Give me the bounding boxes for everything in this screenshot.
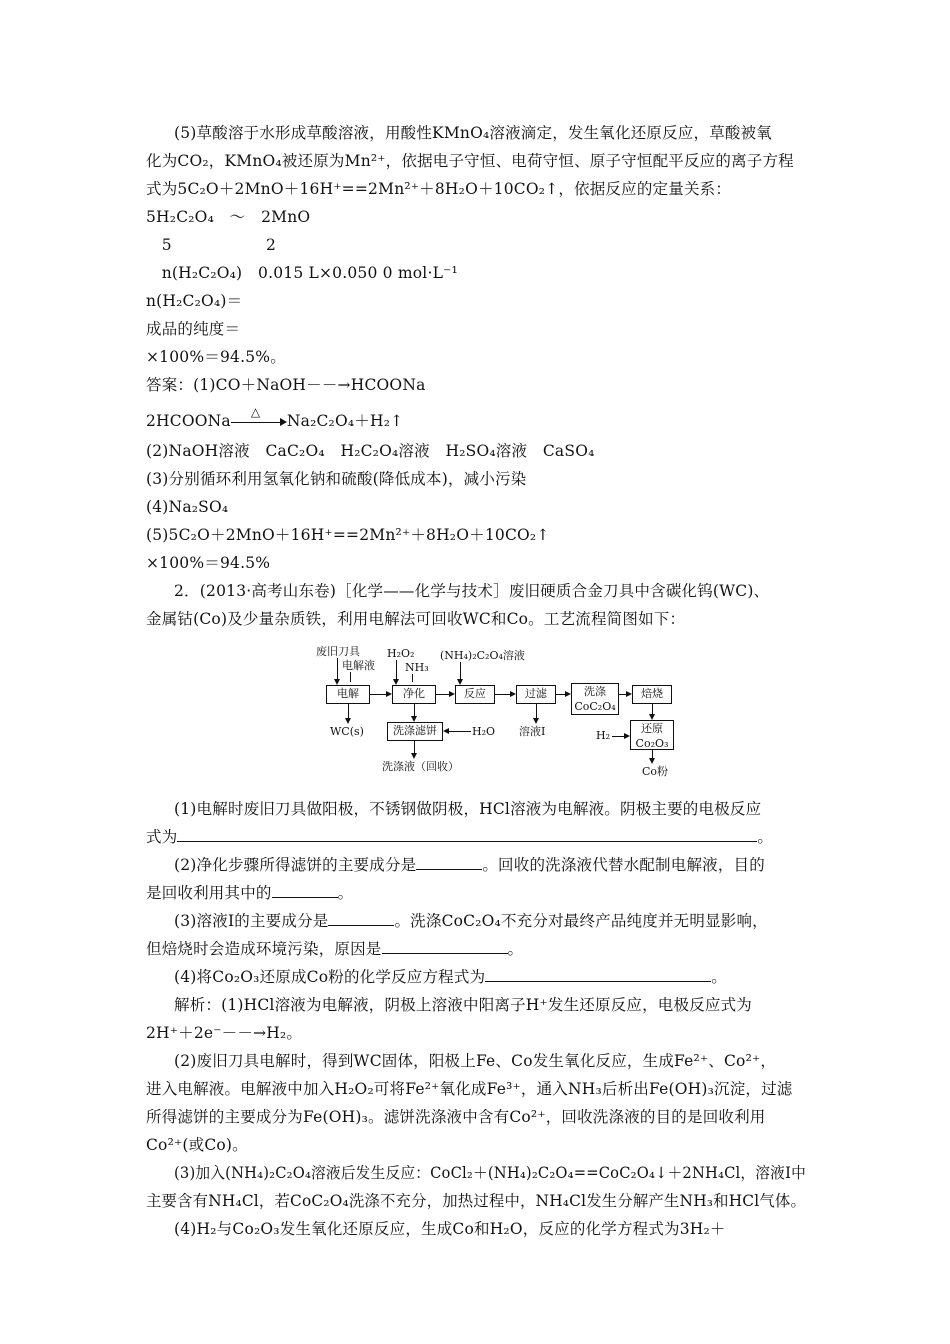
step-reaction: 反应 <box>455 685 495 704</box>
question-text: 。 <box>757 828 774 846</box>
output-label: 洗涤液（回收） <box>382 760 459 773</box>
arrowhead <box>345 718 351 724</box>
analysis-line: 2H⁺＋2e⁻－－→H₂。 <box>146 1024 303 1042</box>
step-label: 洗涤 <box>584 685 606 698</box>
answer-blank <box>272 883 338 898</box>
question-text: 。 <box>711 968 727 986</box>
arrowhead <box>533 718 539 724</box>
step-label: Co₂O₃ <box>635 737 669 750</box>
analysis-line: Co²⁺(或Co)。 <box>146 1136 248 1154</box>
input-label: (NH₄)₂C₂O₄溶液 <box>440 649 525 662</box>
arrowhead <box>649 758 655 764</box>
flow-line <box>350 672 351 682</box>
arrowhead <box>443 728 449 734</box>
question-text: (4)将Co₂O₃还原成Co粉的化学反应方程式为 <box>174 968 486 986</box>
text-line: 式为5C₂O＋2MnO＋16H⁺==2Mn²⁺＋8H₂O＋10CO₂↑，依据反应的定量关系： <box>146 180 732 198</box>
answer-line: (2)NaOH溶液 CaC₂O₄ H₂C₂O₄溶液 H₂SO₄溶液 CaSO₄ <box>146 442 595 460</box>
step-roast: 焙烧 <box>632 685 672 704</box>
question-text: 。回收的洗涤液代替水配制电解液，目的 <box>482 856 765 874</box>
analysis-line: 主要含有NH₄Cl，若CoC₂O₄洗涤不充分，加热过程中，NH₄Cl发生分解产生NH₃和HCl气体。 <box>146 1192 807 1210</box>
question-text: 。 <box>337 884 354 902</box>
step-reduce <box>630 720 674 750</box>
text-line: 5H₂C₂O₄ ～ 2MnO <box>146 208 311 226</box>
text-line: 5 2 <box>146 236 277 254</box>
text-line: n(H₂C₂O₄)＝ <box>146 292 243 310</box>
analysis-line: 进入电解液。电解液中加入H₂O₂可将Fe²⁺氧化成Fe³⁺，通入NH₃后析出Fe(OH)₃沉淀，过滤 <box>146 1080 793 1098</box>
input-label: H₂O₂ <box>387 647 415 660</box>
question-text: 式为 <box>146 828 178 846</box>
analysis-line: 所得滤饼的主要成分为Fe(OH)₃。滤饼洗涤液中含有Co²⁺，回收洗涤液的目的是回收利用 <box>146 1108 766 1126</box>
question-text: 。洗涤CoC₂O₄不充分对最终产品纯度并无明显影响， <box>394 912 768 930</box>
output-label: WC(s) <box>330 725 364 738</box>
input-label: 电解液 <box>342 659 375 672</box>
input-label: H₂ <box>596 729 611 742</box>
answer-blank <box>382 939 508 954</box>
output-label: Co粉 <box>642 765 669 778</box>
answer-line: (5)5C₂O＋2MnO＋16H⁺==2Mn²⁺＋8H₂O＋10CO₂↑ <box>146 526 550 544</box>
product: Na₂C₂O₄＋H₂↑ <box>286 412 404 430</box>
question-line <box>174 910 768 932</box>
step-wash <box>571 683 619 715</box>
question-text: (3)溶液Ⅰ的主要成分是 <box>174 912 329 930</box>
flow-line <box>449 731 471 732</box>
answer-blank <box>416 855 482 870</box>
answer-blank <box>177 827 757 842</box>
question-line <box>174 854 765 876</box>
analysis-line: (4)H₂与Co₂O₃发生氧化还原反应，生成Co和H₂O，反应的化学方程式为3H₂＋ <box>174 1220 726 1238</box>
question-text: 是回收利用其中的 <box>146 884 272 902</box>
flow-line <box>612 736 624 737</box>
step-electrolysis: 电解 <box>326 685 370 704</box>
analysis-line: 解析：(1)HCl溶液为电解液，阴极上溶液中阳离子H⁺发生还原反应，电极反应式为 <box>174 996 752 1014</box>
text-line: 化为CO₂，KMnO₄被还原为Mn²⁺，依据电子守恒、电荷守恒、原子守恒配平反应的离子方程 <box>146 152 794 170</box>
flow-line <box>412 674 413 682</box>
answer-line: ×100%＝94.5% <box>146 554 271 572</box>
question-text: 。 <box>507 940 524 958</box>
question-line: 金属钴(Co)及少量杂质铁，利用电解法可回收WC和Co。工艺流程简图如下： <box>146 610 686 628</box>
question-line <box>146 882 353 904</box>
answer-line: (3)分别循环利用氢氧化钠和硫酸(降低成本)，减小污染 <box>146 470 527 488</box>
process-flow-diagram <box>300 645 720 780</box>
heat-symbol: △ <box>250 405 261 419</box>
arrowhead <box>411 753 417 759</box>
text-line: 成品的纯度＝ <box>146 320 241 338</box>
step-label: 还原 <box>641 722 663 735</box>
step-label: CoC₂O₄ <box>574 700 616 713</box>
reactant: 2HCOONa <box>146 412 231 430</box>
step-filter: 过滤 <box>516 685 556 704</box>
output-label: H₂O <box>472 725 496 738</box>
answer-blank <box>485 967 711 982</box>
text-line: n(H₂C₂O₄) 0.015 L×0.050 0 mol·L⁻¹ <box>146 264 458 282</box>
question-line <box>146 826 773 848</box>
heat-arrow <box>231 405 287 429</box>
question-text: 但焙烧时会造成环境污染，原因是 <box>146 940 382 958</box>
question-text: (2)净化步骤所得滤饼的主要成分是 <box>174 856 417 874</box>
answer-blank <box>328 911 394 926</box>
question-line: (1)电解时废旧刀具做阳极，不锈钢做阴极，HCl溶液为电解液。阴极主要的电极反应 <box>174 800 762 818</box>
step-wash-cake: 洗涤滤饼 <box>387 722 443 741</box>
text-line: ×100%＝94.5%。 <box>146 348 286 366</box>
output-label: 溶液Ⅰ <box>519 725 546 738</box>
input-label: 废旧刀具 <box>316 645 360 658</box>
answer-line: 答案：(1)CO＋NaOH－－→HCOONa <box>146 376 426 394</box>
question-line <box>174 966 727 988</box>
text-line: (5)草酸溶于水形成草酸溶液，用酸性KMnO₄溶液滴定，发生氧化还原反应，草酸被氧 <box>174 124 773 142</box>
arrowhead <box>624 733 630 739</box>
analysis-line: (2)废旧刀具电解时，得到WC固体，阳极上Fe、Co发生氧化反应，生成Fe²⁺、Co²⁺， <box>174 1052 777 1070</box>
step-purify: 净化 <box>392 685 436 704</box>
answer-line <box>146 405 404 432</box>
input-label: NH₃ <box>405 661 429 674</box>
question-line <box>146 938 523 960</box>
analysis-line: (3)加入(NH₄)₂C₂O₄溶液后发生反应：CoCl₂＋(NH₄)₂C₂O₄==CoC₂O₄↓＋2NH₄Cl，溶液Ⅰ中 <box>174 1164 806 1182</box>
question-line: 2．(2013·高考山东卷)［化学——化学与技术］废旧硬质合金刀具中含碳化钨(WC)、 <box>174 582 770 600</box>
answer-line: (4)Na₂SO₄ <box>146 498 229 516</box>
